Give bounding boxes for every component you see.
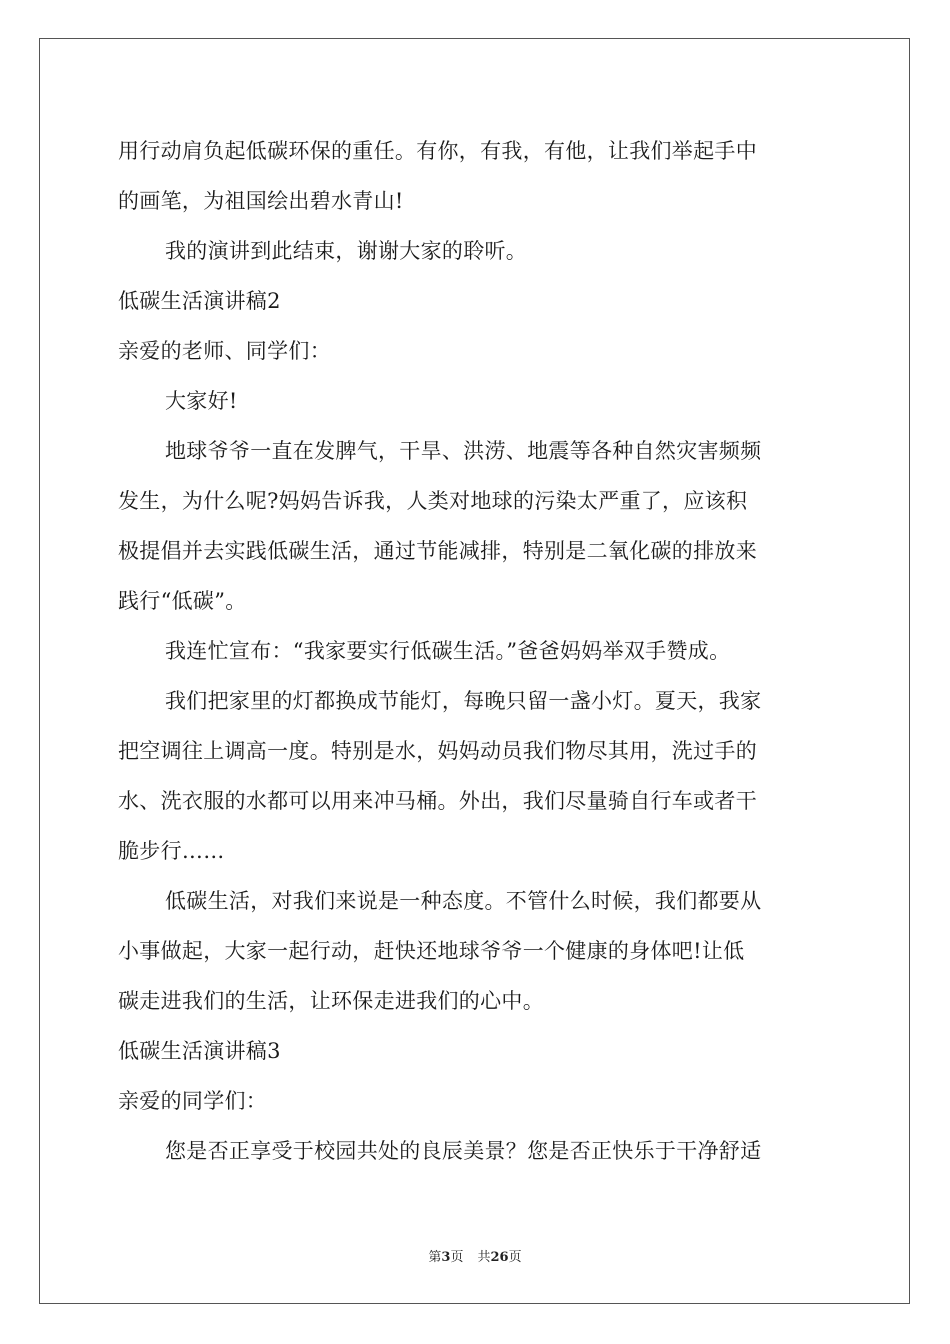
- text-line: 我的演讲到此结束，谢谢大家的聆听。: [165, 239, 528, 263]
- text-line: 极提倡并去实践低碳生活，通过节能减排，特别是二氧化碳的排放来: [118, 539, 757, 563]
- page-footer: [0, 1246, 950, 1265]
- total-pages: 26: [490, 1250, 509, 1265]
- salutation: 亲爱的同学们：: [118, 1089, 268, 1113]
- page-number: 3: [441, 1250, 451, 1265]
- text-line: 发生，为什么呢?妈妈告诉我，人类对地球的污染太严重了，应该积: [118, 489, 748, 513]
- text-line: 我们把家里的灯都换成节能灯，每晚只留一盏小灯。夏天，我家: [165, 689, 762, 713]
- document-body: [118, 126, 838, 1176]
- greeting: 大家好!: [165, 389, 238, 413]
- total-prefix: 共: [477, 1250, 491, 1265]
- text-line: 低碳生活，对我们来说是一种态度。不管什么时候，我们都要从: [165, 889, 762, 913]
- page-prefix: 第: [428, 1250, 442, 1265]
- text-line: 我连忙宣布：“我家要实行低碳生活。”爸爸妈妈举双手赞成。: [165, 639, 731, 663]
- text-line: 地球爷爷一直在发脾气，干旱、洪涝、地震等各种自然灾害频频: [165, 439, 762, 463]
- page-suffix: 页: [450, 1250, 464, 1265]
- text-line: 水、洗衣服的水都可以用来冲马桶。外出，我们尽量骑自行车或者干: [118, 789, 757, 813]
- section-heading: 低碳生活演讲稿3: [118, 1039, 281, 1063]
- text-line: 您是否正享受于校园共处的良辰美景？您是否正快乐于干净舒适: [165, 1139, 762, 1163]
- text-line: 碳走进我们的生活，让环保走进我们的心中。: [118, 989, 544, 1013]
- section-heading: 低碳生活演讲稿2: [118, 289, 281, 313]
- total-suffix: 页: [508, 1250, 522, 1265]
- text-line: 践行“低碳”。: [118, 589, 247, 613]
- text-line: 用行动肩负起低碳环保的重任。有你，有我，有他，让我们举起手中: [118, 139, 757, 163]
- text-line: 的画笔，为祖国绘出碧水青山!: [118, 189, 404, 213]
- salutation: 亲爱的老师、同学们：: [118, 339, 331, 363]
- text-line: 脆步行……: [118, 839, 225, 863]
- text-line: 小事做起，大家一起行动，赶快还地球爷爷一个健康的身体吧!让低: [118, 939, 745, 963]
- text-line: 把空调往上调高一度。特别是水，妈妈动员我们物尽其用，洗过手的: [118, 739, 757, 763]
